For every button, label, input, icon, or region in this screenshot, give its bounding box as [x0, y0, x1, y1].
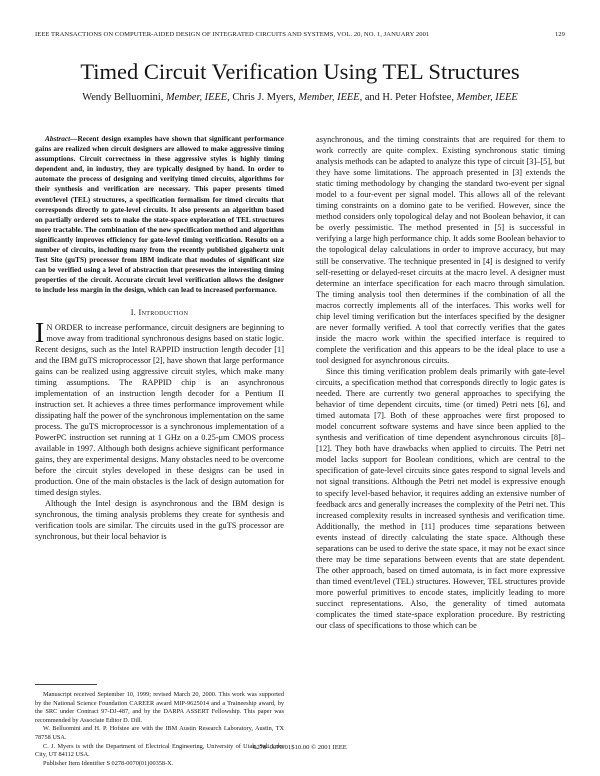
footnote-rule: [35, 684, 97, 685]
footnote-publisher-id: Publisher Item Identifier S 0278-0070(01)00358-X.: [43, 759, 174, 767]
intro-paragraph-1: [35, 317, 284, 499]
intro-paragraph-2: Although the Intel design is asynchronous and the IBM design is synchronous, the timing analysis problems they create for synthesis and verification tools are similar. The circuits used in the guTS processor are synchronous, but their local behavior is: [35, 499, 284, 542]
left-column: [35, 134, 284, 542]
author-1: Wendy Belluomini,: [82, 92, 164, 103]
journal-header: IEEE TRANSACTIONS ON COMPUTER-AIDED DESIGN OF INTEGRATED CIRCUITS AND SYSTEMS, VOL. 20, NO. 1, JANUARY 2001: [35, 31, 430, 38]
page-number: 129: [554, 31, 565, 38]
intro-paragraph-3: asynchronous, and the timing constraints that are required for them to work correctly are quite complex. Existing synchronous static timing analysis methods can be adapted to analyze this type of circuit [3]–[5], but they have some limitations. The approach presented in [3] extends the static timing methodology by changing the standard two-event per signal model to a four-event per signal model. This allows all of the relevant timing constraints on a domino gate to be verified. However, since the method considers only topological delay and not Boolean behavior, it can be overly pessimistic. The method presented in [5] is successful in verifying a large high performance chip. It adds some Boolean behavior to the topological delay calculations in order to improve accuracy, but may still be conservative. The technique presented in [4] is designed to verify self-resetting or delayed-reset circuits at the macro level. A designer must determine an interface specification for each macro through simulation. The timing analysis tool then determines if the combination of all the macros correctly implements all of the interfaces. This works well for chip level timing verification but the interfaces specified by the designer are never formally verified. A tool that correctly verifies that the gates inside the macro work within the specified interface is required to complete the verification and this appears to be the ideal place to use a tool designed for asynchronous circuits.: [316, 135, 565, 365]
intro-paragraph-4: Since this timing verification problem deals primarily with gate-level circuits, a specification method that corresponds directly to logic gates is needed. There are currently two general approaches to specifying the behavior of time dependent circuits, time (or timed) Petri nets [6], and timed automata [7]. Both of these approaches were first proposed to model concurrent software systems and have since been applied to the synthesis and verification of time dependent asynchronous circuits [8]–[12]. They both have drawbacks when applied to circuits. The Petri net model lacks support for Boolean conditions, which are central to the specification of gate-level circuits since gates respond to signal levels and not signal transitions. Although the Petri net model is expressive enough to specify level-based behavior, it requires adding an extensive number of feedback arcs and generally increases the complexity of the Petri net. This increased complexity results in increased synthesis and verification time. Additionally, the method in [11] produces time separations between events instead of directly calculating the state space. Although these separations can be used to derive the state space, it may not be exact since there may be time separations between events that are state dependent. The other approach, based on timed automata, is in fact more expressive than timed event/level (TEL) structures. However, TEL structures provide more powerful primitives to encode states, implicitly leading to more succinct representations. Also, the generality of timed automata complicates the timed state-space exploration procedure. By restricting our class of specifications to those which can be: [316, 366, 565, 631]
intro-paragraph-1-text: N ORDER to increase performance, circuit designers are beginning to move away from traditional synchronous designs based on static logic. Recent designs, such as the Intel RAPPID instruction length decoder [1] and the IBM guTS microprocessor [2], have shown that large performance gains can be realized using aggressive circuit styles, which make many timing assumptions. The RAPPID chip is an asynchronous implementation of an instruction length decoder for a Pentium II instruction set. It achieves a three times performance improvement while dissipating half the power of the synchronous implementation on the same process. The guTS microprocessor is a synchronous implementation of a PowerPC instruction set running at 1 GHz on a 0.25-μm CMOS process available in 1997. Although both designs achieve significant performance gains, they are experimental designs. Many obstacles need to be overcome before the circuit styles developed in these designs can be used in production. One of the main obstacles is the lack of design automation for timed design styles.: [35, 322, 284, 498]
drop-cap: I: [35, 317, 45, 349]
author-2-role: Member, IEEE: [298, 92, 360, 103]
copyright-footer: 0278–0070/01$10.00 © 2001 IEEE: [253, 744, 347, 751]
section-number: I.: [130, 307, 137, 317]
footnotes: [35, 691, 284, 768]
running-header: [35, 31, 565, 41]
abstract-label: Abstract: [45, 134, 71, 143]
author-2: , Chris J. Myers,: [227, 92, 296, 103]
abstract: [35, 134, 284, 296]
author-1-role: Member, IEEE: [165, 92, 228, 103]
author-3: , and H. Peter Hofstee,: [359, 92, 454, 103]
author-line: [0, 92, 600, 103]
section-heading: [35, 307, 284, 318]
abstract-text: —Recent design examples have shown that significant performance gains are realized when circuit designers are allowed to make aggressive timing assumptions. Circuit correctness in these aggressive styles is highly timing dependent and, in industry, they are typically designed by hand. In order to automate the process of designing and verifying timed circuits, algorithms for their synthesis and verification are necessary. This paper presents timed event/level (TEL) structures, a specification formalism for timed circuits that corresponds directly to gate-level circuits. It also presents an algorithm based on partially ordered sets to make the state-space exploration of TEL structures more tractable. The combination of the new specification method and algorithm significantly improves efficiency for gate-level timing verification. Results on a number of circuits, including many from the recently published gigahertz unit Test Site (guTS) processor from IBM indicate that modules of significant size can be verified using a level of abstraction that preserves the interesting timing properties of the circuit. Accurate circuit level verification allows the designer to include less margin in the design, which can lead to increased performance.: [35, 134, 284, 295]
section-title: Introduction: [138, 307, 189, 317]
footnote-manuscript: Manuscript received September 10, 1999; revised March 20, 2000. This work was supported by the National Science Foundation CAREER award MIP-9625014 and a Traineeship award, by the SRC under Contract 97-DJ-487, and by the DARPA ASSERT Fellowship. This paper was recommended by Associate Editor D. Dill.: [35, 691, 284, 724]
footnote-affiliation-2: C. J. Myers is with the Department of Electrical Engineering, University of Utah, Salt Lake City, UT 84112 USA.: [35, 742, 284, 759]
author-3-role: Member, IEEE: [456, 92, 518, 103]
right-column: [316, 134, 565, 631]
footnote-affiliation-1: W. Belluomini and H. P. Hofstee are with the IBM Austin Research Laboratory, Austin, TX 78758 USA.: [35, 725, 284, 741]
paper-title: Timed Circuit Verification Using TEL Structures: [80, 59, 520, 84]
